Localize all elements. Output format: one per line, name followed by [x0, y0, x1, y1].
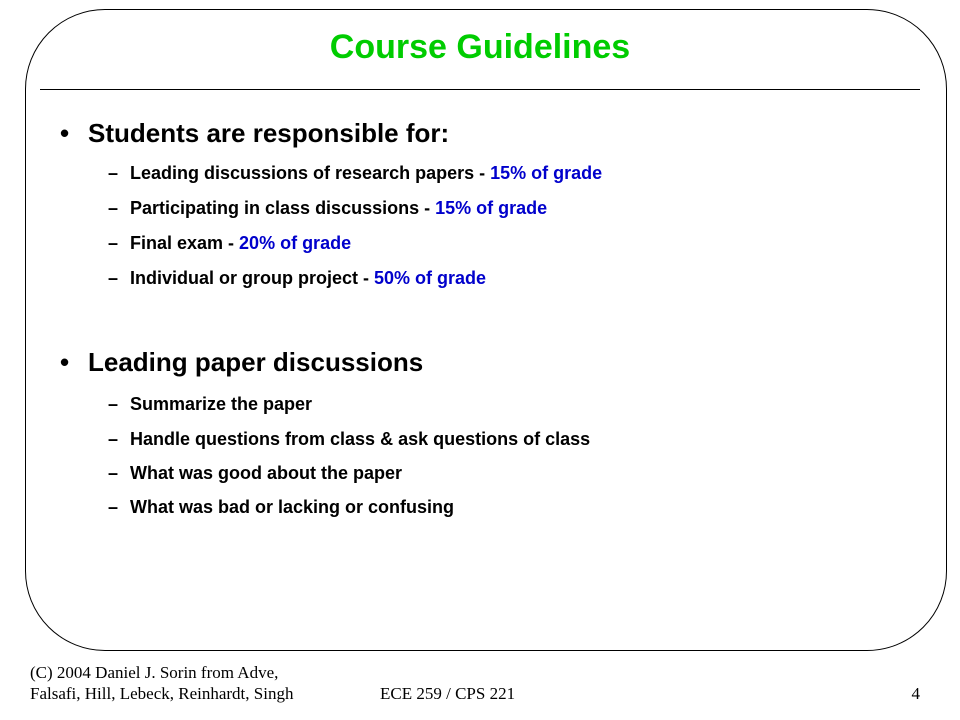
list-item	[108, 233, 351, 254]
list-item	[108, 497, 454, 518]
section-heading-responsibilities	[60, 118, 449, 149]
dash-icon: –	[108, 268, 119, 288]
grade-percent: 15% of grade	[435, 198, 548, 218]
dash-icon: –	[108, 463, 119, 483]
list-item	[108, 429, 590, 450]
list-item-text: What was good about the paper	[130, 463, 403, 483]
list-item	[108, 463, 402, 484]
section-heading-text: Leading paper discussions	[88, 347, 424, 377]
bullet-icon: •	[60, 118, 70, 148]
list-item-text: Handle questions from class & ask questions of class	[130, 429, 591, 449]
dash-icon: –	[108, 394, 119, 414]
grade-percent: 50% of grade	[374, 268, 487, 288]
copyright-line: (C) 2004 Daniel J. Sorin from Adve,	[30, 663, 279, 682]
grade-percent: 20% of grade	[239, 233, 352, 253]
list-item-text: Final exam -	[130, 233, 240, 253]
list-item-text: Individual or group project -	[130, 268, 375, 288]
dash-icon: –	[108, 429, 119, 449]
section-heading-text: Students are responsible for:	[88, 118, 450, 148]
dash-icon: –	[108, 198, 119, 218]
list-item	[108, 198, 547, 219]
dash-icon: –	[108, 233, 119, 253]
copyright-line: Falsafi, Hill, Lebeck, Reinhardt, Singh	[30, 684, 294, 703]
slide-title: Course Guidelines	[329, 28, 631, 66]
title-divider	[40, 89, 920, 90]
list-item-text: Leading discussions of research papers -	[130, 163, 491, 183]
slide-frame	[25, 9, 947, 651]
dash-icon: –	[108, 497, 119, 517]
grade-percent: 15% of grade	[490, 163, 603, 183]
section-heading-paper-discussions	[60, 347, 423, 378]
footer-course: ECE 259 / CPS 221	[380, 684, 516, 703]
bullet-icon: •	[60, 347, 70, 377]
list-item	[108, 163, 602, 184]
list-item-text: Summarize the paper	[130, 394, 313, 414]
list-item-text: Participating in class discussions -	[130, 198, 436, 218]
list-item-text: What was bad or lacking or confusing	[130, 497, 455, 517]
list-item	[108, 268, 486, 289]
page-number: 4	[911, 684, 920, 703]
footer-copyright	[30, 662, 350, 704]
dash-icon: –	[108, 163, 119, 183]
list-item	[108, 394, 312, 415]
